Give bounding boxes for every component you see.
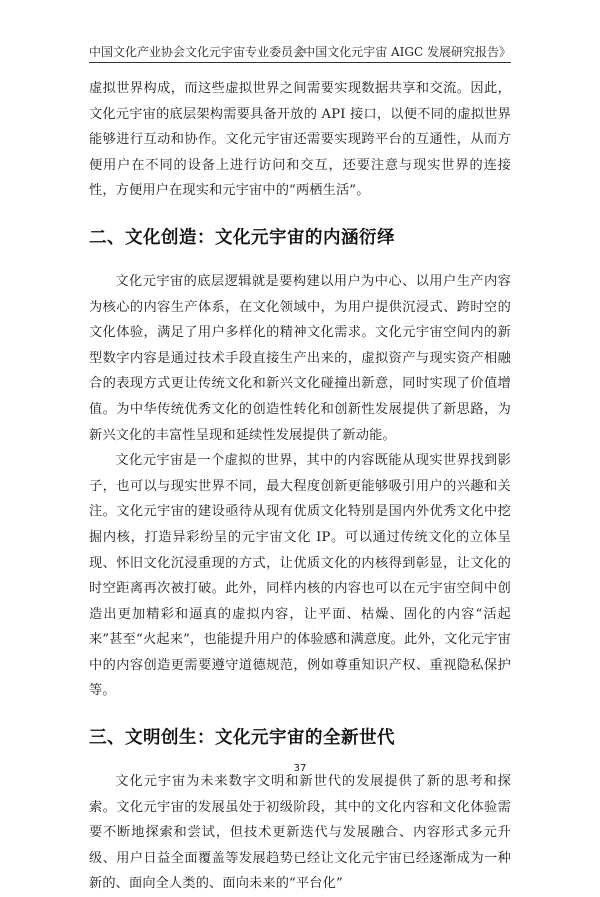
paragraph-virtual-world: 文化元宇宙是一个虚拟的世界，其中的内容既能从现实世界找到影子，也可以与现实世界不同，最大程度创新更能够吸引用户的兴趣和关注。文化元宇宙的建设亟待从现有优质文化特别是国内外优秀文化中挖掘内核，打造异彩纷呈的元宇宙文化 IP。可以通过传统文化的立体呈现、怀旧文化沉浸重现的方式，让优质文化的内核得到彰显，让文化的时空距离再次被打破。此外，同样内核的内容也可以在元宇宙空间中创造出更加精彩和逼真的虚拟内容，让平面、枯燥、固化的内容“活起来”甚至“火起来”，也能提升用户的体验感和满意度。此外，文化元宇宙中的内容创造更需要遵守道德规范，例如尊重知识产权、重视隐私保护等。	[89, 453, 511, 699]
header-organization: 中国文化产业协会文化元宇宙专业委员会	[89, 45, 306, 59]
paragraph-bottom-logic: 文化元宇宙的底层逻辑就是要构建以用户为中心、以用户生产内容为核心的内容生产体系，在文化领域中，为用户提供沉浸式、跨时空的文化体验，满足了用户多样化的精神文化需求。文化元宇宙空间内的新型数字内容是通过技术手段直接生产出来的，虚拟资产与现实资产相融合的表现方式更让传统文化和新兴文化碰撞出新意，同时实现了价值增值。为中华传统优秀文化的创造性转化和创新性发展提供了新思路，为新兴文化的丰富性呈现和延续性发展提供了新动能。	[89, 273, 511, 443]
page-number: 37	[293, 763, 307, 774]
section-heading-two: 二、文化创造：文化元宇宙的内涵衍绎	[89, 227, 395, 248]
paragraph-future-civilization: 文化元宇宙为未来数字文明和新世代的发展提供了新的思考和探索。文化元宇宙的发展虽处于初级阶段，其中的文化内容和文化体验需要不断地探索和尝试，但技术更新迭代与发展融合、内容形式多元升级、用户日益全面覆盖等发展趋势已经让文化元宇宙已经逐渐成为一种新的、面向全人类的、面向未来的“平台化”	[89, 774, 511, 892]
paragraph-continued: 虚拟世界构成，而这些虚拟世界之间需要实现数据共享和交流。因此，文化元宇宙的底层架构需要具备开放的 API 接口，以便不同的虚拟世界能够进行互动和协作。文化元宇宙还需要实现跨平台的互通性，从而方便用户在不同的设备上进行访问和交互，还要注意与现实世界的连接性，方便用户在现实和元宇宙中的“两栖生活”。	[89, 81, 511, 199]
running-header	[89, 42, 511, 63]
header-report-title: 《中国文化元宇宙 AIGC 发展研究报告》	[291, 45, 511, 59]
section-heading-three: 三、文明创生：文化元宇宙的全新世代	[89, 728, 395, 749]
